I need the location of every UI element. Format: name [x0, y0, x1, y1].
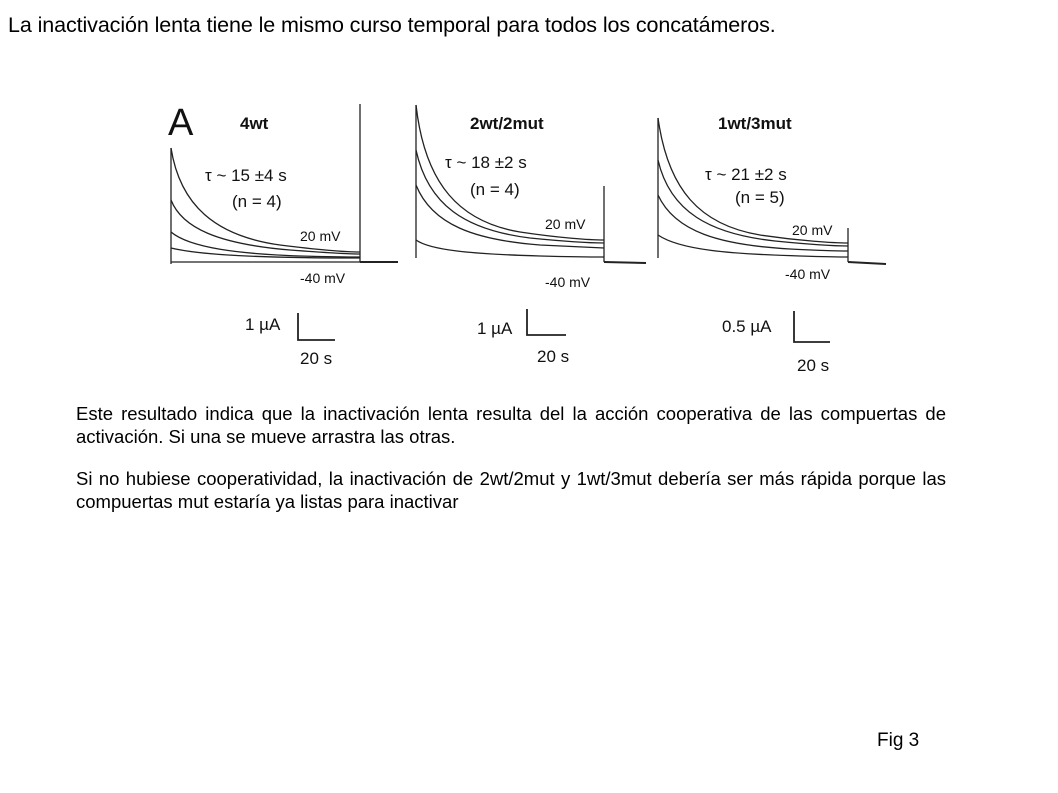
panel-label: A — [168, 102, 194, 144]
n-1wt3mut: (n = 5) — [735, 188, 785, 207]
tau-2wt2mut: τ ~ 18 ±2 s — [445, 153, 527, 172]
tau-4wt: τ ~ 15 ±4 s — [205, 166, 287, 185]
paragraph-1: Este resultado indica que la inactivación lenta resulta del la acción cooperativa de las compuertas de activación. Si una se mueve arrastra las otras. — [76, 403, 946, 448]
tau-1wt3mut: τ ~ 21 ±2 s — [705, 165, 787, 184]
tail-2wt — [604, 262, 646, 263]
scale-time-1wt3mut: 20 s — [797, 356, 830, 375]
panel-4wt — [171, 104, 398, 368]
panel-2wt2mut-title: 2wt/2mut — [470, 114, 544, 133]
scale-time-2wt2mut: 20 s — [537, 347, 570, 366]
vlow-1wt3mut: -40 mV — [785, 266, 831, 282]
scale-current-4wt: 1 µA — [245, 315, 281, 334]
n-2wt2mut: (n = 4) — [470, 180, 520, 199]
vhigh-1wt3mut: 20 mV — [792, 222, 833, 238]
scale-current-1wt3mut: 0.5 µA — [722, 317, 772, 336]
slide-title: La inactivación lenta tiene le mismo curso temporal para todos los concatámeros. — [8, 13, 776, 37]
panel-1wt3mut — [658, 114, 886, 375]
panel-4wt-title: 4wt — [240, 114, 269, 133]
panel-1wt3mut-title: 1wt/3mut — [718, 114, 792, 133]
scale-current-2wt2mut: 1 µA — [477, 319, 513, 338]
paragraph-2: Si no hubiese cooperatividad, la inactivación de 2wt/2mut y 1wt/3mut debería ser más rápida porque las compuertas mut estaría ya listas para inactivar — [76, 468, 946, 513]
vhigh-2wt2mut: 20 mV — [545, 216, 586, 232]
vlow-4wt: -40 mV — [300, 270, 346, 286]
tail-1wt — [848, 262, 886, 264]
scale-time-4wt: 20 s — [300, 349, 333, 368]
body-text — [76, 402, 946, 533]
panel-2wt2mut — [416, 105, 646, 366]
figure-label: Fig 3 — [877, 730, 920, 751]
scalebar-1wt3mut — [794, 311, 830, 342]
vhigh-4wt: 20 mV — [300, 228, 341, 244]
scalebar-4wt — [298, 313, 335, 340]
vlow-2wt2mut: -40 mV — [545, 274, 591, 290]
scalebar-2wt2mut — [527, 309, 566, 335]
n-4wt: (n = 4) — [232, 192, 282, 211]
